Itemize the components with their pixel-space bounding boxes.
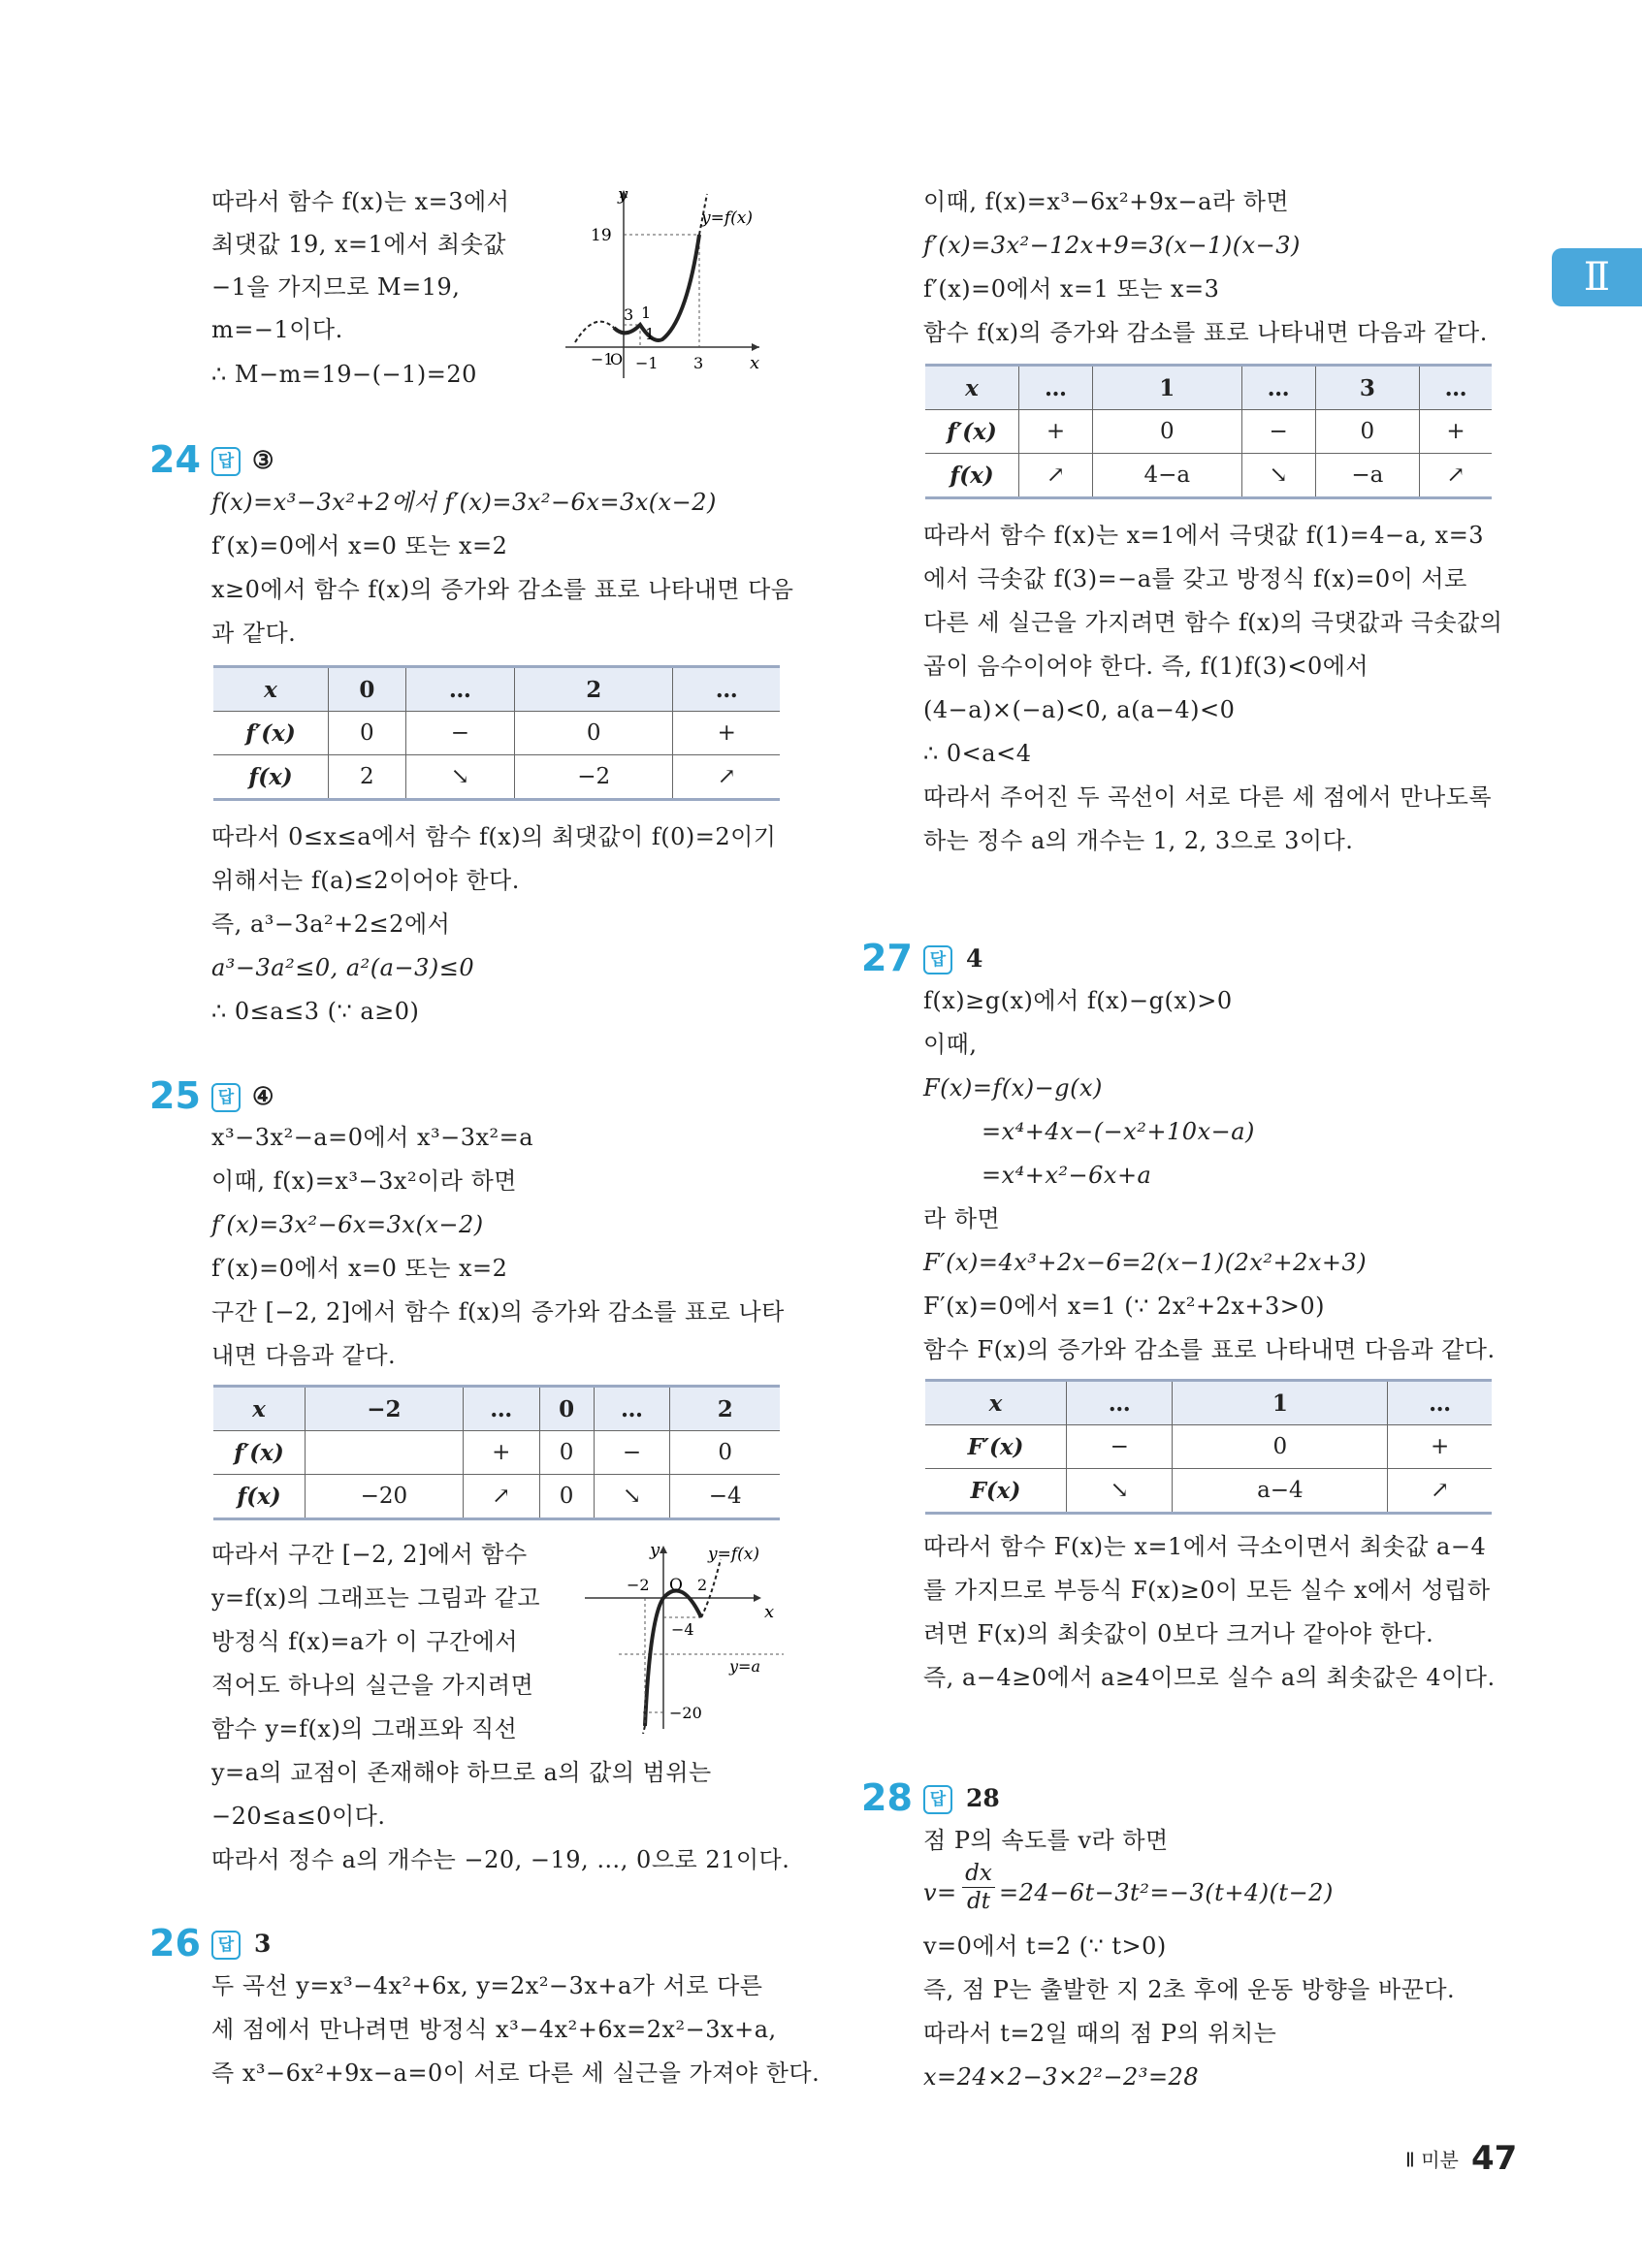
table-cell: 0 [1092, 410, 1241, 454]
tick-1b: 1 [645, 325, 656, 343]
graph-f-interval [580, 1540, 784, 1734]
tick-3-x: 3 [693, 354, 704, 372]
solution-line: 내면 다음과 같다. [211, 1342, 397, 1369]
solution-line: 즉, a³−3a²+2≤2에서 [211, 910, 451, 938]
solution-line: 함수 y=f(x)의 그래프와 직선 [211, 1715, 518, 1742]
solution-line: F(x)=f(x)−g(x) [923, 1074, 1103, 1102]
table-cell: 0 [670, 1431, 780, 1475]
table-cell: −20 [306, 1475, 464, 1519]
intro-line: m=−1이다. [211, 316, 343, 343]
tick-1: 1 [641, 303, 652, 322]
solution-line: 하는 정수 a의 개수는 1, 2, 3으로 3이다. [923, 827, 1354, 854]
question-number-26: 26 [149, 1922, 201, 1965]
solution-line: F′(x)=0에서 x=1 (∵ 2x²+2x+3>0) [923, 1293, 1326, 1320]
table-cell: … [405, 667, 514, 712]
solution-line: F′(x)=4x³+2x−6=2(x−1)(2x²+2x+3) [923, 1249, 1368, 1276]
table-cell: 3 [1315, 366, 1420, 410]
solution-line: 함수 f(x)의 증가와 감소를 표로 나타내면 다음과 같다. [923, 319, 1488, 346]
table-cell: x [213, 1387, 306, 1431]
tick-3: 3 [624, 305, 634, 324]
curve-label: y=f(x) [708, 1545, 759, 1564]
question-number-25: 25 [149, 1074, 201, 1117]
solution-line: v=0에서 t=2 (∵ t>0) [923, 1933, 1167, 1960]
tick-m1: −1 [591, 350, 614, 368]
table-cell: 0 [329, 667, 406, 712]
table-cell: 1 [1173, 1381, 1388, 1425]
table-cell: ↘ [1067, 1469, 1173, 1514]
table-cell: f′(x) [213, 1431, 306, 1475]
table-cell: + [1388, 1425, 1492, 1469]
answer-25: ④ [252, 1082, 274, 1110]
table-cell: 0 [1315, 410, 1420, 454]
table-cell: 0 [515, 712, 673, 755]
solution-line: 따라서 함수 F(x)는 x=1에서 극소이면서 최솟값 a−4 [923, 1533, 1487, 1560]
table-cell: 0 [1173, 1425, 1388, 1469]
solution-line: f′(x)=3x²−12x+9=3(x−1)(x−3) [923, 232, 1301, 259]
table-cell: ↗ [1388, 1469, 1492, 1514]
tick-m2: −2 [627, 1576, 650, 1594]
table-cell: a−4 [1173, 1469, 1388, 1514]
table-cell: 2 [670, 1387, 780, 1431]
solution-line: 따라서 함수 f(x)는 x=1에서 극댓값 f(1)=4−a, x=3 [923, 522, 1485, 549]
solution-line: 를 가지므로 부등식 F(x)≥0이 모든 실수 x에서 성립하 [923, 1577, 1491, 1604]
curve-label: y=f(x) [701, 208, 753, 228]
solution-line: 두 곡선 y=x³−4x²+6x, y=2x²−3x+a가 서로 다른 [211, 1972, 763, 1999]
table-cell: … [463, 1387, 539, 1431]
question-number-27: 27 [861, 937, 913, 979]
table-cell: ↗ [463, 1475, 539, 1519]
tick-m20: −20 [669, 1704, 702, 1722]
answer-24: ③ [252, 446, 274, 474]
question-number-24: 24 [149, 438, 201, 481]
fraction-denominator: dt [967, 1889, 990, 1914]
velocity-eq-rhs: =24−6t−3t²=−3(t+4)(t−2) [999, 1879, 1334, 1906]
solution-line: (4−a)×(−a)<0, a(a−4)<0 [923, 696, 1236, 723]
table-cell: f(x) [213, 1475, 306, 1519]
axis-y-label: y [618, 184, 628, 205]
table-cell: 4−a [1092, 454, 1241, 498]
table-cell: 0 [539, 1431, 594, 1475]
table-cell: − [405, 712, 514, 755]
solution-line: 따라서 정수 a의 개수는 −20, −19, …, 0으로 21이다. [211, 1846, 790, 1873]
table-cell: 1 [1092, 366, 1241, 410]
solution-line: 에서 극솟값 f(3)=−a를 갖고 방정식 f(x)=0이 서로 [923, 565, 1467, 592]
intro-line: 최댓값 19, x=1에서 최솟값 [211, 231, 506, 258]
solution-line: 이때, f(x)=x³−6x²+9x−a라 하면 [923, 188, 1290, 215]
velocity-fraction [962, 1860, 995, 1915]
solution-line: 방정식 f(x)=a가 이 구간에서 [211, 1628, 519, 1655]
table-cell: … [1420, 366, 1492, 410]
table-cell: −4 [670, 1475, 780, 1519]
sign-table-27 [925, 1379, 1492, 1515]
origin-label: O [669, 1576, 683, 1595]
solution-line: 따라서 주어진 두 곡선이 서로 다른 세 점에서 만나도록 [923, 783, 1493, 811]
solution-line: f′(x)=0에서 x=1 또는 x=3 [923, 275, 1220, 303]
table-cell: ↘ [405, 755, 514, 800]
tick-m4: −4 [671, 1620, 694, 1639]
intro-line: ∴ M−m=19−(−1)=20 [211, 361, 477, 388]
answer-26: 3 [254, 1930, 272, 1958]
table-cell: −a [1315, 454, 1420, 498]
answer-badge: 답 [923, 945, 952, 974]
sign-table-25 [213, 1385, 780, 1520]
intro-line: 따라서 함수 f(x)는 x=3에서 [211, 188, 510, 215]
solution-line: ∴ 0<a<4 [923, 740, 1032, 767]
table-cell: ↗ [673, 755, 780, 800]
table-cell: ↘ [1241, 454, 1315, 498]
graph-f-max-min [565, 184, 769, 378]
solution-line: x³−3x²−a=0에서 x³−3x²=a [211, 1124, 534, 1151]
solution-line: a³−3a²≤0, a²(a−3)≤0 [211, 954, 475, 981]
answer-badge: 답 [211, 1931, 241, 1960]
solution-line: 위해서는 f(a)≤2이어야 한다. [211, 867, 520, 894]
sign-table-24 [213, 665, 780, 801]
fraction-numerator: dx [962, 1860, 995, 1888]
table-cell: ↘ [594, 1475, 670, 1519]
table-cell: F′(x) [925, 1425, 1067, 1469]
table-cell: f′(x) [213, 712, 329, 755]
solution-line: y=f(x)의 그래프는 그림과 같고 [211, 1584, 541, 1612]
table-cell: … [594, 1387, 670, 1431]
page-footer [1405, 2139, 1517, 2178]
solution-line: 즉, 점 P는 출발한 지 2초 후에 운동 방향을 바꾼다. [923, 1976, 1456, 2003]
intro-line: −1을 가지므로 M=19, [211, 273, 461, 301]
answer-badge: 답 [211, 1083, 241, 1112]
solution-line: f′(x)=3x²−6x=3x(x−2) [211, 1211, 484, 1238]
answer-28: 28 [966, 1784, 1000, 1812]
velocity-eq-lhs: v= [923, 1879, 957, 1906]
table-cell: x [925, 1381, 1067, 1425]
table-cell: 2 [329, 755, 406, 800]
table-cell: f(x) [925, 454, 1019, 498]
footer-section: Ⅱ 미분 [1405, 2148, 1459, 2172]
solution-line: 구간 [−2, 2]에서 함수 f(x)의 증가와 감소를 표로 나타 [211, 1298, 785, 1326]
solution-line: x≥0에서 함수 f(x)의 증가와 감소를 표로 나타내면 다음 [211, 576, 794, 603]
solution-line: 적어도 하나의 실근을 가지려면 [211, 1672, 534, 1699]
table-cell: f(x) [213, 755, 329, 800]
table-cell: − [1067, 1425, 1173, 1469]
solution-line: 다른 세 실근을 가지려면 함수 f(x)의 극댓값과 극솟값의 [923, 609, 1503, 636]
table-cell: x [213, 667, 329, 712]
solution-line: 즉, a−4≥0에서 a≥4이므로 실수 a의 최솟값은 4이다. [923, 1664, 1496, 1691]
table-cell [306, 1431, 464, 1475]
table-cell: F(x) [925, 1469, 1067, 1514]
solution-line: 려면 F(x)의 최솟값이 0보다 크거나 같아야 한다. [923, 1620, 1434, 1647]
origin-label: O [610, 350, 624, 368]
table-cell: x [925, 366, 1019, 410]
table-cell: f′(x) [925, 410, 1019, 454]
axis-x-label: x [750, 353, 760, 373]
solution-line: 라 하면 [923, 1205, 1001, 1232]
line-y-a-label: y=a [729, 1657, 760, 1676]
table-cell: + [463, 1431, 539, 1475]
table-cell: − [594, 1431, 670, 1475]
sign-table-26 [925, 364, 1492, 499]
solution-line: −20≤a≤0이다. [211, 1803, 386, 1830]
answer-badge: 답 [923, 1785, 952, 1814]
table-cell: … [1067, 1381, 1173, 1425]
solution-line: f(x)≥g(x)에서 f(x)−g(x)>0 [923, 987, 1233, 1014]
solution-line: 이때, [923, 1031, 978, 1058]
table-cell: 2 [515, 667, 673, 712]
tick-2: 2 [697, 1576, 708, 1594]
table-cell: − [1241, 410, 1315, 454]
table-cell: … [1241, 366, 1315, 410]
solution-line: f′(x)=0에서 x=0 또는 x=2 [211, 532, 508, 559]
table-cell: + [673, 712, 780, 755]
table-cell: −2 [515, 755, 673, 800]
solution-line: 함수 F(x)의 증가와 감소를 표로 나타내면 다음과 같다. [923, 1336, 1496, 1363]
table-cell: 0 [329, 712, 406, 755]
solution-line: y=a의 교점이 존재해야 하므로 a의 값의 범위는 [211, 1759, 712, 1786]
answer-27: 4 [966, 944, 983, 973]
question-number-28: 28 [861, 1776, 913, 1819]
table-cell: … [673, 667, 780, 712]
page-number: 47 [1470, 2139, 1518, 2178]
solution-line: =x⁴+4x−(−x²+10x−a) [982, 1118, 1255, 1145]
table-cell: ↗ [1420, 454, 1492, 498]
answer-badge: 답 [211, 447, 241, 476]
tick-19: 19 [591, 226, 612, 245]
solution-line: 즉 x³−6x²+9x−a=0이 서로 다른 세 실근을 가져야 한다. [211, 2060, 821, 2087]
solution-line: 따라서 t=2일 때의 점 P의 위치는 [923, 2020, 1277, 2047]
solution-line: 따라서 0≤x≤a에서 함수 f(x)의 최댓값이 f(0)=2이기 [211, 823, 777, 850]
solution-line: 과 같다. [211, 620, 297, 647]
solution-line: 세 점에서 만나려면 방정식 x³−4x²+6x=2x²−3x+a, [211, 2016, 777, 2043]
solution-line: f(x)=x³−3x²+2에서 f′(x)=3x²−6x=3x(x−2) [211, 489, 717, 516]
table-cell: 0 [539, 1475, 594, 1519]
table-cell: + [1019, 410, 1093, 454]
section-tab: Ⅱ [1552, 248, 1642, 306]
axis-y-label: y [650, 1540, 660, 1560]
axis-x-label: x [764, 1602, 775, 1622]
solution-line: 따라서 구간 [−2, 2]에서 함수 [211, 1541, 528, 1568]
table-cell: 0 [539, 1387, 594, 1431]
solution-line: f′(x)=0에서 x=0 또는 x=2 [211, 1255, 508, 1282]
solution-line: =x⁴+x²−6x+a [982, 1162, 1152, 1189]
table-cell: −2 [306, 1387, 464, 1431]
solution-line: 이때, f(x)=x³−3x²이라 하면 [211, 1167, 517, 1195]
tick-m1-y: −1 [635, 354, 659, 372]
table-cell: … [1388, 1381, 1492, 1425]
solution-line: 곱이 음수이어야 한다. 즉, f(1)f(3)<0에서 [923, 653, 1369, 680]
solution-line: x=24×2−3×2²−2³=28 [923, 2063, 1200, 2091]
solution-line: 점 P의 속도를 v라 하면 [923, 1827, 1169, 1854]
table-cell: + [1420, 410, 1492, 454]
table-cell: … [1019, 366, 1093, 410]
solution-line: ∴ 0≤a≤3 (∵ a≥0) [211, 998, 420, 1025]
table-cell: ↗ [1019, 454, 1093, 498]
